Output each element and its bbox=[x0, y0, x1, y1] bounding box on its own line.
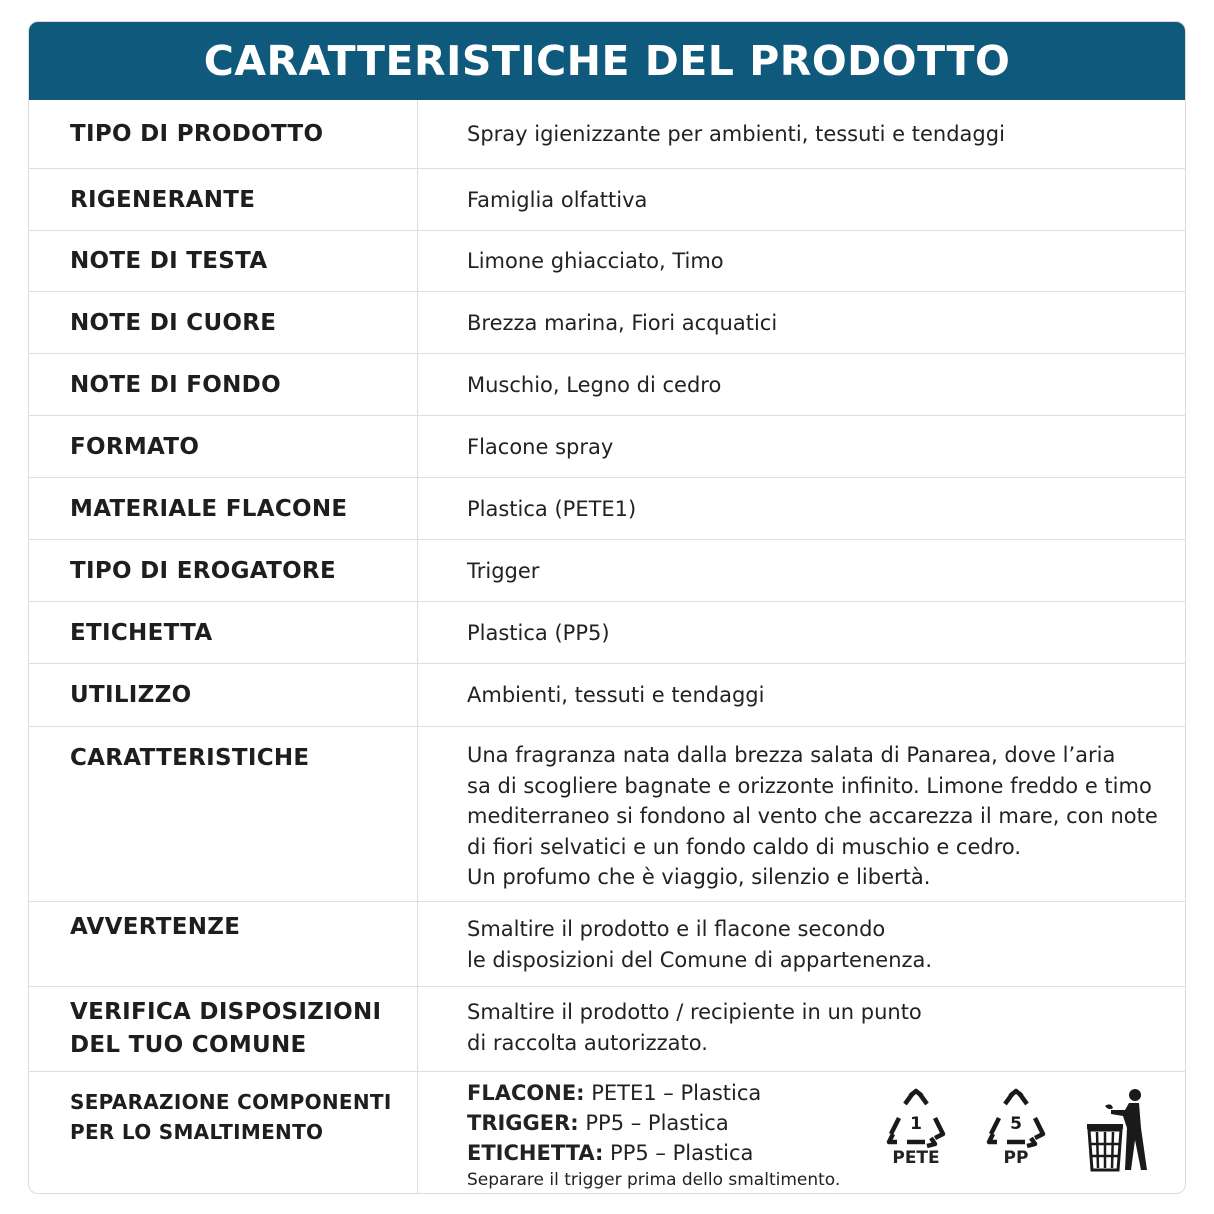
recycle-1-icon bbox=[883, 1088, 949, 1168]
recycle-icons bbox=[883, 1078, 1149, 1176]
component-flacone: FLACONE: PETE1 – Plastica bbox=[467, 1081, 762, 1105]
row-label: TIPO DI EROGATORE bbox=[29, 540, 418, 601]
pete-code: PETE bbox=[892, 1148, 940, 1168]
row-label bbox=[29, 987, 418, 1071]
disposal-line: Smaltire il prodotto / recipiente in un punto bbox=[467, 1000, 922, 1024]
table-row bbox=[29, 292, 1185, 354]
row-label: RIGENERANTE bbox=[29, 169, 418, 230]
row-label: NOTE DI FONDO bbox=[29, 354, 418, 415]
label-line: DEL TUO COMUNE bbox=[70, 1032, 307, 1058]
component-etichetta: ETICHETTA: PP5 – Plastica bbox=[467, 1141, 754, 1165]
row-value bbox=[418, 727, 1185, 901]
svg-text:1: 1 bbox=[910, 1114, 922, 1134]
row-label bbox=[29, 1072, 418, 1194]
separation-note: Separare il trigger prima dello smaltimento. bbox=[467, 1170, 841, 1190]
table-row bbox=[29, 478, 1185, 540]
row-label: TIPO DI PRODOTTO bbox=[29, 100, 418, 168]
warning-line: le disposizioni del Comune di appartenenza. bbox=[467, 947, 933, 972]
description-line: mediterraneo si fondono al vento che accarezza il mare, con note bbox=[467, 804, 1158, 828]
table-row-separazione bbox=[29, 1072, 1185, 1194]
table-row bbox=[29, 416, 1185, 478]
page-title: CARATTERISTICHE DEL PRODOTTO bbox=[29, 22, 1185, 100]
table-row bbox=[29, 540, 1185, 602]
row-label: ETICHETTA bbox=[29, 602, 418, 663]
warning-line: Smaltire il prodotto e il flacone secondo bbox=[467, 917, 886, 941]
row-value: Trigger bbox=[467, 558, 540, 583]
row-value: Famiglia olfattiva bbox=[467, 187, 648, 212]
description-line: Un profumo che è viaggio, silenzio e libertà. bbox=[467, 865, 931, 889]
row-value: Ambienti, tessuti e tendaggi bbox=[467, 683, 765, 707]
svg-text:5: 5 bbox=[1010, 1114, 1022, 1134]
table-row bbox=[29, 231, 1185, 292]
label-line: PER LO SMALTIMENTO bbox=[70, 1120, 324, 1144]
table-row bbox=[29, 602, 1185, 664]
row-value: Brezza marina, Fiori acquatici bbox=[467, 310, 778, 335]
row-label: NOTE DI CUORE bbox=[29, 292, 418, 353]
row-value: Plastica (PETE1) bbox=[467, 496, 637, 521]
table-row bbox=[29, 100, 1185, 169]
row-label: MATERIALE FLACONE bbox=[29, 478, 418, 539]
recycle-5-icon bbox=[983, 1088, 1049, 1168]
component-trigger: TRIGGER: PP5 – Plastica bbox=[467, 1111, 729, 1135]
label-line: SEPARAZIONE COMPONENTI bbox=[70, 1090, 392, 1114]
row-value bbox=[418, 1072, 1185, 1194]
row-label: NOTE DI TESTA bbox=[29, 231, 418, 291]
table-row bbox=[29, 354, 1185, 416]
row-value: Muschio, Legno di cedro bbox=[467, 372, 722, 397]
trash-bin-person-icon bbox=[1083, 1088, 1149, 1176]
row-label: CARATTERISTICHE bbox=[29, 727, 418, 901]
row-label: FORMATO bbox=[29, 416, 418, 477]
row-value: Flacone spray bbox=[467, 434, 614, 459]
pp-code: PP bbox=[1003, 1148, 1029, 1168]
row-value: Limone ghiacciato, Timo bbox=[467, 249, 724, 273]
product-table bbox=[29, 100, 1185, 1194]
row-value bbox=[418, 902, 1185, 986]
row-value: Spray igienizzante per ambienti, tessuti e tendaggi bbox=[467, 122, 1005, 146]
table-row-avvertenze bbox=[29, 902, 1185, 987]
label-line: VERIFICA DISPOSIZIONI bbox=[70, 999, 382, 1025]
row-label: UTILIZZO bbox=[29, 664, 418, 726]
table-row-caratteristiche bbox=[29, 727, 1185, 902]
description-line: sa di scogliere bagnate e orizzonte infinito. Limone freddo e timo bbox=[467, 773, 1152, 798]
description-line: Una fragranza nata dalla brezza salata di Panarea, dove l’aria bbox=[467, 743, 1116, 767]
row-label: AVVERTENZE bbox=[29, 902, 418, 986]
disposal-line: di raccolta autorizzato. bbox=[467, 1030, 708, 1055]
row-value bbox=[418, 987, 1185, 1071]
table-row bbox=[29, 664, 1185, 727]
product-card bbox=[28, 21, 1186, 1194]
row-value: Plastica (PP5) bbox=[467, 620, 610, 645]
description-line: di fiori selvatici e un fondo caldo di muschio e cedro. bbox=[467, 834, 1022, 859]
table-row bbox=[29, 169, 1185, 231]
table-row-verifica bbox=[29, 987, 1185, 1072]
